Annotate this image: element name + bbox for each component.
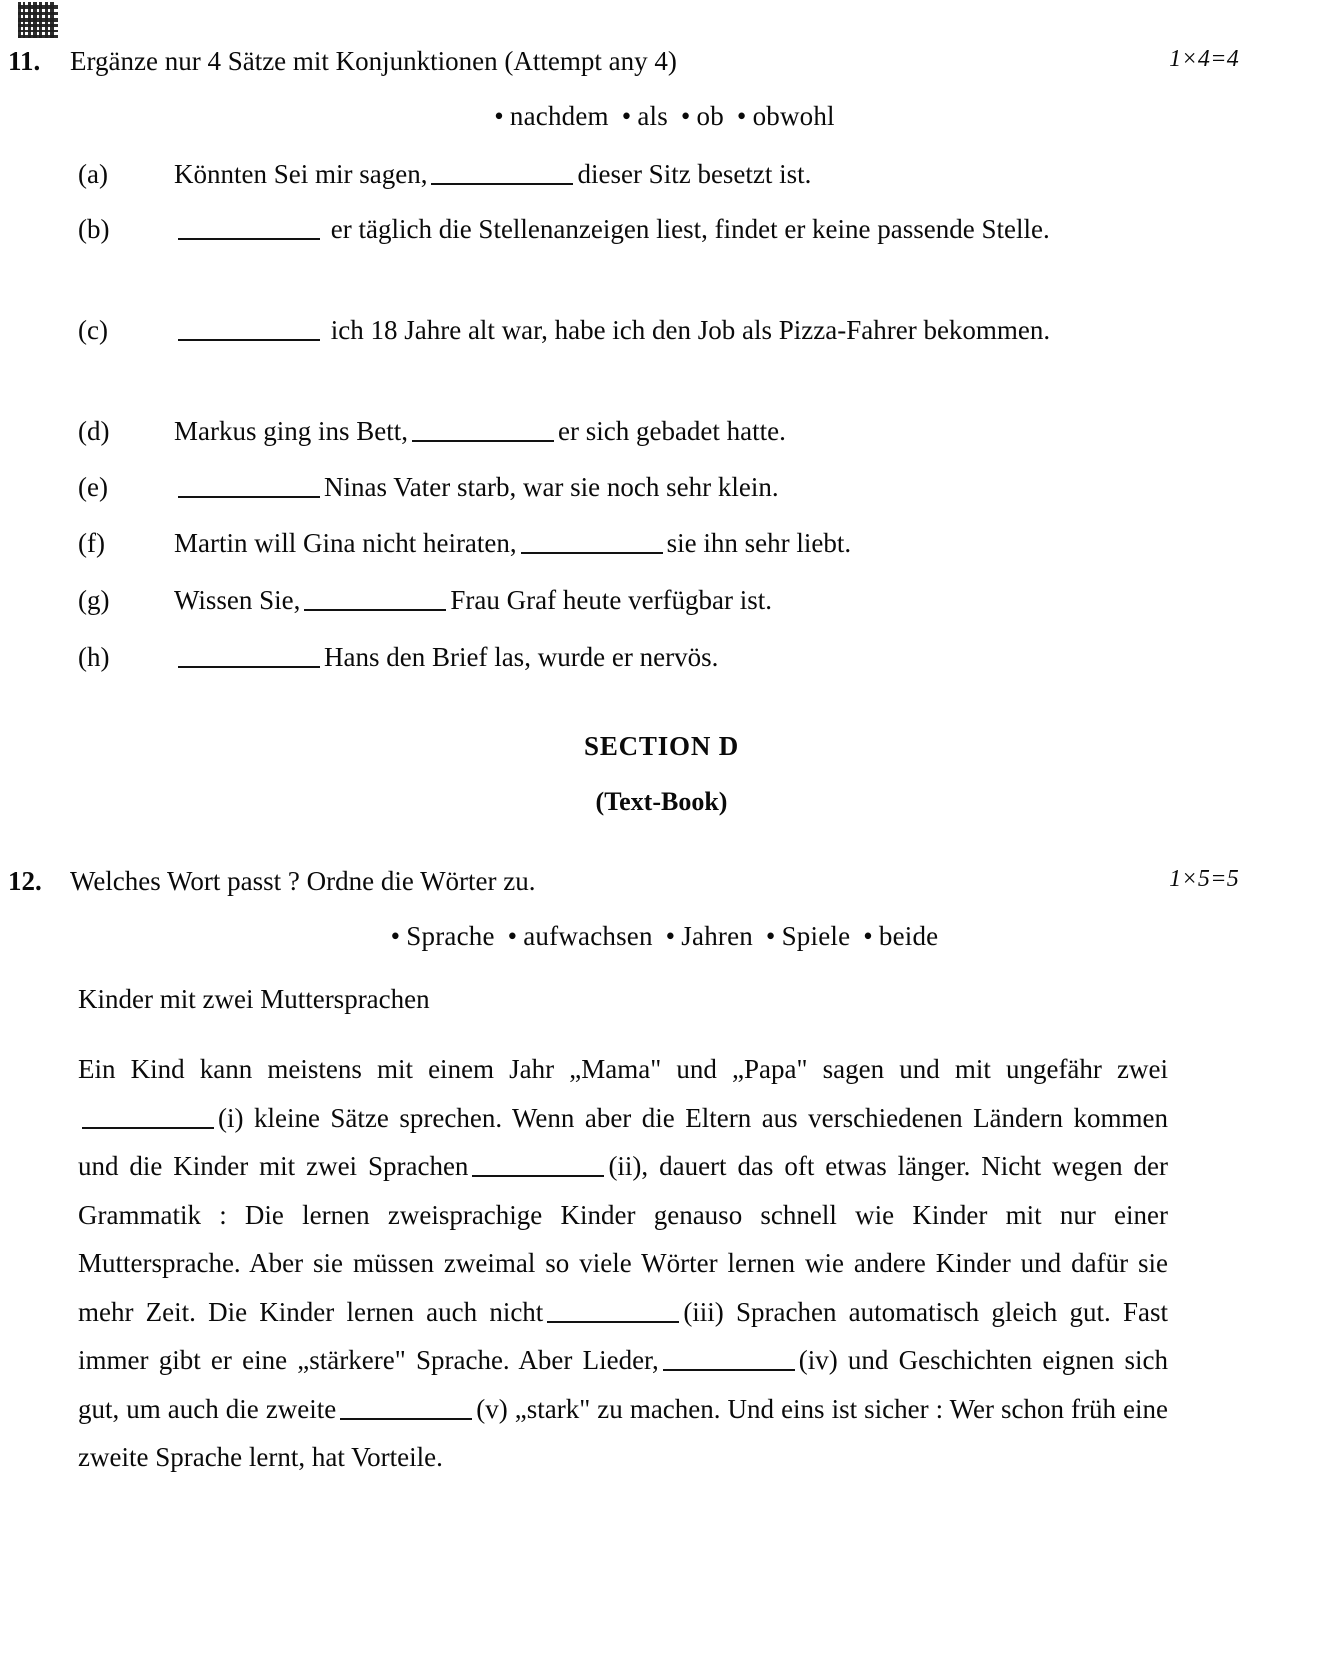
question-12-number: 12. [8, 866, 42, 896]
item-text-after: sie ihn sehr liebt. [666, 528, 852, 558]
question-11-item-c [78, 313, 1168, 348]
bullet-icon: • [680, 101, 691, 131]
bullet-icon: • [494, 101, 504, 131]
question-11-item-g [78, 583, 1168, 618]
passage-title: Kinder mit zwei Muttersprachen [78, 984, 430, 1014]
item-text-after: ich 18 Jahre alt war, habe ich den Job als Pizza-Fahrer bekommen. [330, 315, 1051, 345]
item-body [174, 313, 1168, 348]
item-body [174, 640, 1168, 675]
bullet-icon: • [736, 101, 747, 131]
answer-blank[interactable] [431, 158, 573, 185]
bullet-icon: • [863, 921, 873, 951]
bullet-icon: • [765, 921, 776, 951]
question-11-item-f [78, 526, 1168, 561]
item-label: (e) [78, 472, 108, 502]
question-11-marks: 1×4=4 [1169, 46, 1239, 72]
bullet-icon: • [665, 921, 676, 951]
item-text-before: Markus ging ins Bett, [174, 416, 408, 446]
question-11-item-h [78, 640, 1168, 675]
item-body [174, 414, 1168, 449]
word-bank-item: beide [878, 921, 939, 951]
section-d-title: SECTION D [584, 731, 739, 761]
answer-blank-i[interactable] [82, 1102, 214, 1129]
word-bank-item: Jahren [681, 921, 753, 951]
item-label: (b) [78, 214, 110, 244]
question-12-prompt: Welches Wort passt ? Ordne die Wörter zu. [70, 866, 536, 896]
passage-part-1: Ein Kind kann meistens mit einem Jahr „Mama" und „Papa" sagen und mit ungefähr zwei [78, 1054, 1168, 1084]
word-bank-item: nachdem [509, 101, 609, 131]
answer-blank-iii[interactable] [547, 1296, 679, 1323]
item-body [174, 526, 1168, 561]
item-label: (c) [78, 315, 108, 345]
item-label: (a) [78, 159, 108, 189]
item-body [174, 212, 1168, 247]
passage-part-3: (ii), dauert das oft etwas länger. Nicht wegen der Grammatik : Die lernen zweisprachige Kinder genauso schnell wie Kinder mit nur einer Muttersprache. Aber sie müssen zweimal so viele Wörter lernen wie andere Kinder und dafür sie mehr Zeit. Die Kinder lernen auch nicht [78, 1151, 1168, 1327]
question-11-number: 11. [8, 46, 41, 76]
answer-blank-ii[interactable] [472, 1150, 604, 1177]
word-bank-item: ob [696, 101, 724, 131]
question-11-item-d [78, 414, 1168, 449]
question-11-item-a [78, 157, 1168, 192]
question-12-header [8, 864, 536, 899]
answer-blank[interactable] [178, 641, 320, 668]
answer-blank[interactable] [178, 471, 320, 498]
item-body [174, 470, 1168, 505]
passage-part-2: (i) kleine Sätze sprechen. Wenn aber die Eltern aus verschiedenen Ländern kommen und die Kinder mit zwei Sprachen [78, 1102, 1168, 1181]
answer-blank[interactable] [178, 314, 320, 341]
item-label: (d) [78, 416, 110, 446]
question-11-word-bank [0, 101, 1323, 132]
item-text-after: Frau Graf heute verfügbar ist. [450, 585, 773, 615]
question-11-header [8, 44, 677, 79]
word-bank-item: Spiele [781, 921, 851, 951]
section-d-subtitle: (Text-Book) [595, 787, 728, 816]
passage-part-6: (v) „stark" zu machen. Und eins ist sicher : Wer schon früh eine zweite Sprache lernt, hat Vorteile. [78, 1393, 1168, 1472]
question-11-item-e [78, 470, 1168, 505]
barcode-icon [18, 2, 58, 38]
passage-body [78, 1045, 1168, 1482]
item-text-after: er täglich die Stellenanzeigen liest, findet er keine passende Stelle. [330, 214, 1050, 244]
word-bank-item: aufwachsen [523, 921, 653, 951]
question-11-item-b [78, 212, 1168, 247]
item-label: (h) [78, 642, 110, 672]
item-label: (f) [78, 528, 105, 558]
word-bank-item: Sprache [406, 921, 495, 951]
bullet-icon: • [390, 921, 401, 951]
answer-blank-iv[interactable] [663, 1344, 795, 1371]
question-12-marks: 1×5=5 [1169, 866, 1239, 892]
item-body [174, 157, 1168, 192]
item-text-before: Könnten Sei mir sagen, [174, 159, 428, 189]
item-label: (g) [78, 585, 110, 615]
answer-blank[interactable] [178, 213, 320, 240]
passage-part-5: (iv) und Geschichten eignen sich gut, um auch die zweite [78, 1345, 1168, 1424]
word-bank-item: obwohl [752, 101, 835, 131]
item-text-after: Hans den Brief las, wurde er nervös. [324, 642, 719, 672]
item-text-before: Wissen Sie, [174, 585, 301, 615]
question-12-word-bank [0, 921, 1323, 952]
item-text-after: dieser Sitz besetzt ist. [577, 159, 812, 189]
answer-blank[interactable] [521, 527, 663, 554]
word-bank-item: als [637, 101, 668, 131]
item-body [174, 583, 1168, 618]
answer-blank[interactable] [412, 415, 554, 442]
item-text-after: Ninas Vater starb, war sie noch sehr klein. [324, 472, 779, 502]
question-11-prompt: Ergänze nur 4 Sätze mit Konjunktionen (Attempt any 4) [70, 46, 677, 76]
bullet-icon: • [507, 921, 518, 951]
answer-blank-v[interactable] [340, 1393, 472, 1420]
bullet-icon: • [621, 101, 632, 131]
answer-blank[interactable] [304, 584, 446, 611]
passage-part-4: (iii) Sprachen automatisch gleich gut. Fast immer gibt er eine „stärkere" Sprache. Aber Lieder, [78, 1296, 1168, 1375]
item-text-after: er sich gebadet hatte. [558, 416, 786, 446]
item-text-before: Martin will Gina nicht heiraten, [174, 528, 517, 558]
